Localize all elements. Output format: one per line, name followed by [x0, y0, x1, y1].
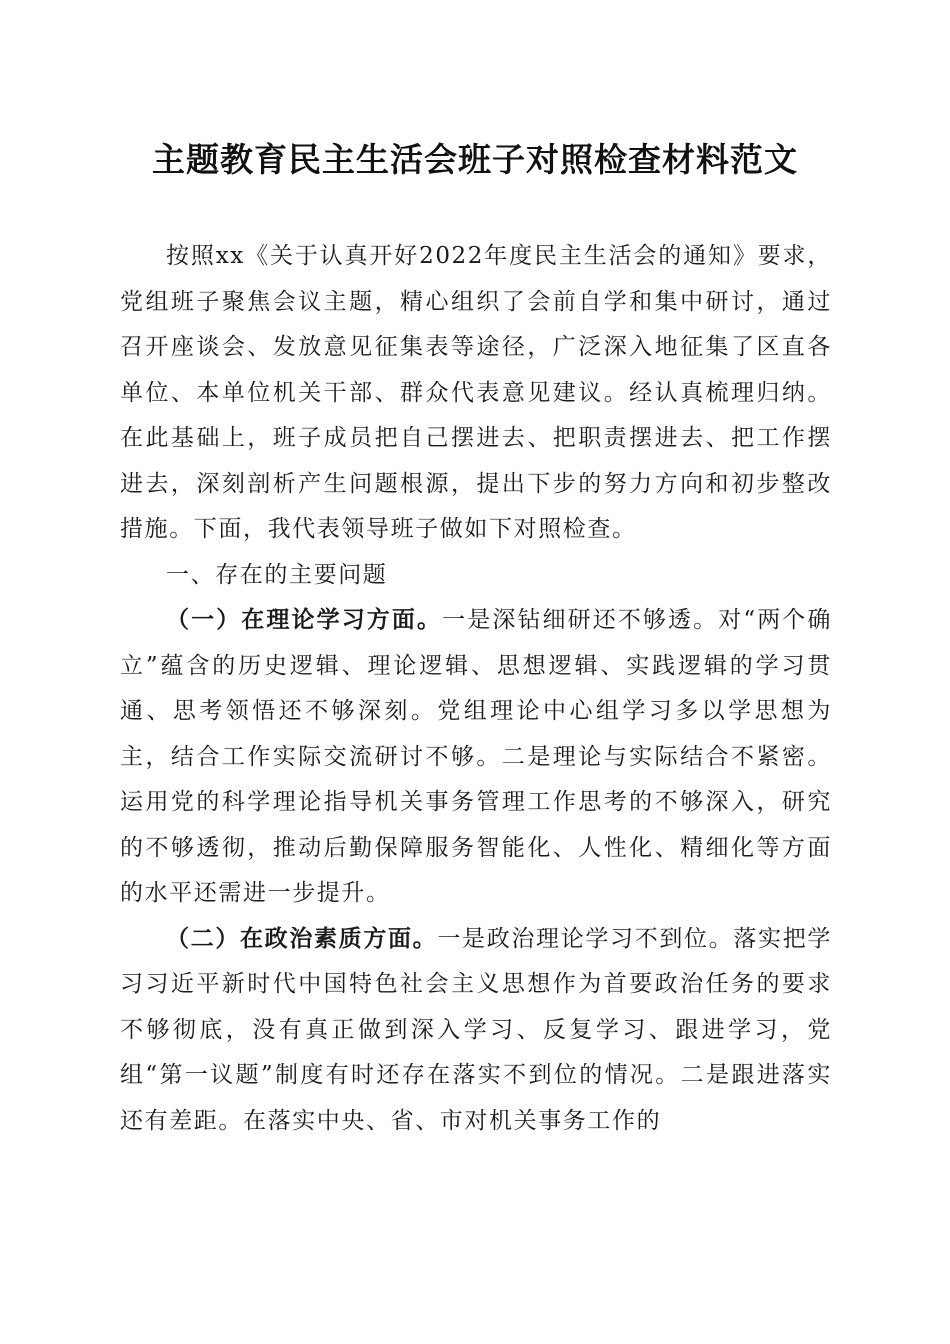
section-heading: 一、存在的主要问题 — [166, 561, 388, 588]
subsection-text: 一是政治理论学习不到位。落实把学习习近平新时代中国特色社会主义思想作为首要政治任务的要求不够彻底，没有真正做到深入学习、反复学习、跟进学习，党组“第一议题”制度有时还存在落实不到位的情况。二是跟进落实还有差距。在落实中央、省、市对机关事务工作的 — [120, 925, 832, 1134]
subsection-text: 一是深钻细研还不够透。对“两个确立”蕴含的历史逻辑、理论逻辑、思想逻辑、实践逻辑的学习贯通、思考领悟还不够深刻。党组理论中心组学习多以学思想为主，结合工作实际交流研讨不够。二是理论与实际结合不紧密。运用党的科学理论指导机关事务管理工作思考的不够深入，研究的不够透彻，推动后勤保障服务智能化、人性化、精细化等方面的水平还需进一步提升。 — [120, 607, 833, 906]
document-body — [120, 234, 832, 1144]
subsection-paragraph — [120, 917, 832, 1145]
subsection-heading: （二）在政治素质方面。 — [166, 925, 438, 952]
subsection-paragraph — [120, 598, 832, 917]
subsection-heading: （一）在理论学习方面。 — [166, 607, 443, 633]
intro-paragraph: 按照xx《关于认真开好2022年度民主生活会的通知》要求，党组班子聚焦会议主题，精心组织了会前自学和集中研讨，通过召开座谈会、发放意见征集表等途径，广泛深入地征集了区直各单位、本单位机关干部、群众代表意见建议。经认真梳理归纳。在此基础上，班子成员把自己摆进去、把职责摆进去、把工作摆进去，深刻剖析产生问题根源，提出下步的努力方向和初步整改措施。下面，我代表领导班子做如下对照检查。 — [120, 243, 832, 542]
document-title: 主题教育民主生活会班子对照检查材料范文 — [152, 140, 798, 179]
